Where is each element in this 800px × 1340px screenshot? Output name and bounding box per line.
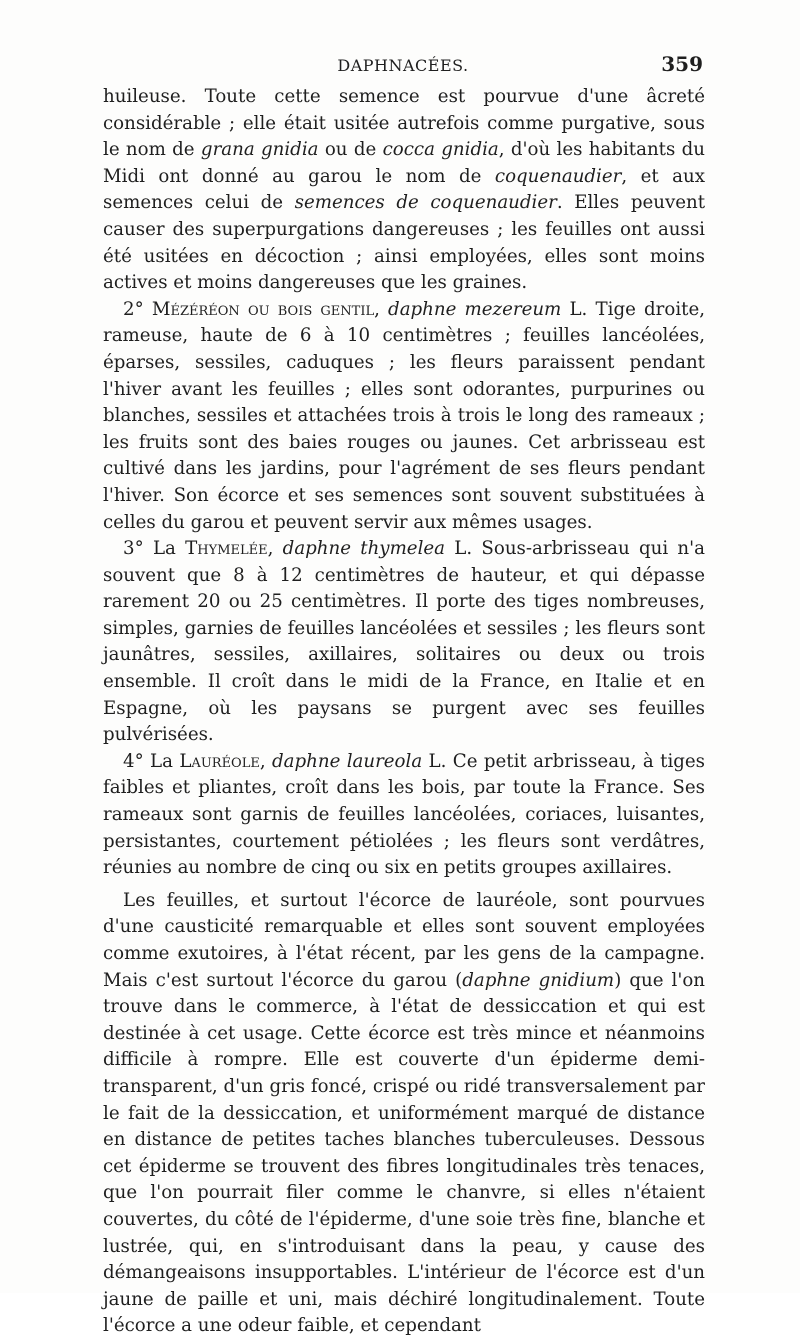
italic-term: grana gnidia (200, 139, 319, 161)
text-run: L. Sous-arbrisseau qui n'a souvent que 8 à 12 centimètres de hauteur, et qui dépasse rarement 20 ou 25 centimètres. Il porte des tiges nombreuses, simples, garnies de feuilles lancéolées et sessiles ; les fleurs sont jaunâtres, sessiles, axillaires, solitaires ou deux ou trois ensemble. Il croît dans le midi de la France, en Italie et en Espagne, où les paysans se purgent avec ses feuilles pulvérisées. (103, 538, 705, 746)
paragraph-laureole (103, 749, 705, 882)
text-run: , (374, 298, 389, 320)
paragraph-grana-gnidia (103, 84, 705, 297)
italic-term: semences de coquenaudier (294, 192, 557, 214)
italic-term: cocca gnidia (382, 139, 499, 161)
italic-term: daphne thymelea (282, 538, 445, 560)
italic-term: daphne laureola (272, 750, 423, 772)
text-run: ou de (318, 139, 383, 161)
text-run: , (267, 538, 283, 560)
text-run: L. Ce petit arbrisseau, à tiges faibles et pliantes, croît dans les bois, par toute la France. Ses rameaux sont garnis de feuilles lancéolées, coriaces, luisantes, persistantes, courtement pétiolées ; les fleurs sont verdâtres, réunies au nombre de cinq ou six en petits groupes axillaires. (103, 750, 706, 879)
species-name: Thymelée (185, 538, 268, 560)
running-title: DAPHNACÉES. (337, 56, 469, 75)
text-run: , (259, 750, 273, 772)
text-run: , et aux semences celui de (103, 165, 705, 214)
italic-term: daphne mezereum (388, 298, 562, 320)
item-number: 2° (123, 298, 152, 320)
italic-term: coquenaudier (494, 165, 622, 187)
item-number: 3° La (123, 538, 186, 560)
text-run: , d'où les habitants du Midi ont donné au garou le nom de (103, 139, 705, 187)
text-run: huileuse. Toute cette semence est pourvue d'une âcreté considérable ; elle était usitée autrefois comme purgative, sous le nom de (103, 86, 705, 161)
paragraph-thymelee (103, 536, 705, 749)
species-name: Lauréole (179, 750, 260, 772)
text-run: Les feuilles, et surtout l'écorce de lauréole, sont pourvues d'une causticité remarquable et elles sont souvent employées comme exutoires, à l'état récent, par les gens de la campagne. Mais c'est surtout l'écorce du garou ( (103, 889, 705, 991)
page-number: 359 (661, 52, 703, 76)
paragraph-ecorce (103, 888, 705, 1340)
paragraph-mezereon (103, 297, 705, 536)
page-header (103, 52, 703, 80)
page-body (103, 84, 705, 1340)
italic-term: daphne gnidium (462, 969, 615, 991)
text-run: ) que l'on trouve dans le commerce, à l'état de dessiccation et qui est destinée à cet usage. Cette écorce est très mince et néanmoins difficile à rompre. Elle est couverte d'un épiderme demi-transparent, d'un gris foncé, crispé ou ridé transversalement par le fait de la dessiccation, et uniformément marqué de distance en distance de petites taches blanches tuberculeuses. Dessous cet épiderme se trouvent des fibres longitudinales très tenaces, que l'on pourrait filer comme le chanvre, si elles n'étaient couvertes, du côté de l'épiderme, d'une soie très fine, blanche et lustrée, qui, en s'introduisant dans la peau, y cause des démangeaisons insupportables. L'intérieur de l'écorce est d'un jaune de paille et uni, mais déchiré longitudinalement. Toute l'écorce a une odeur faible, et cependant (103, 969, 705, 1337)
text-run: L. Tige droite, rameuse, haute de 6 à 10 centimètres ; feuilles lancéolées, éparses, sessiles, caduques ; les fleurs paraissent pendant l'hiver avant les feuilles ; elles sont odorantes, purpurines ou blanches, sessiles et attachées trois à trois le long des rameaux ; les fruits sont des baies rouges ou jaunes. Cet arbrisseau est cultivé dans les jardins, pour l'agrément de ses fleurs pendant l'hiver. Son écorce et ses semences sont souvent substituées à celles du garou et peuvent servir aux mêmes usages. (103, 298, 705, 533)
text-run: . Elles peuvent causer des superpurgations dangereuses ; les feuilles ont aussi été usitées en décoction ; ainsi employées, elles sont moins actives et moins dangereuses que les graines. (103, 192, 705, 294)
species-name: Mézéréon ou bois gentil (151, 298, 375, 320)
item-number: 4° La (123, 750, 180, 772)
